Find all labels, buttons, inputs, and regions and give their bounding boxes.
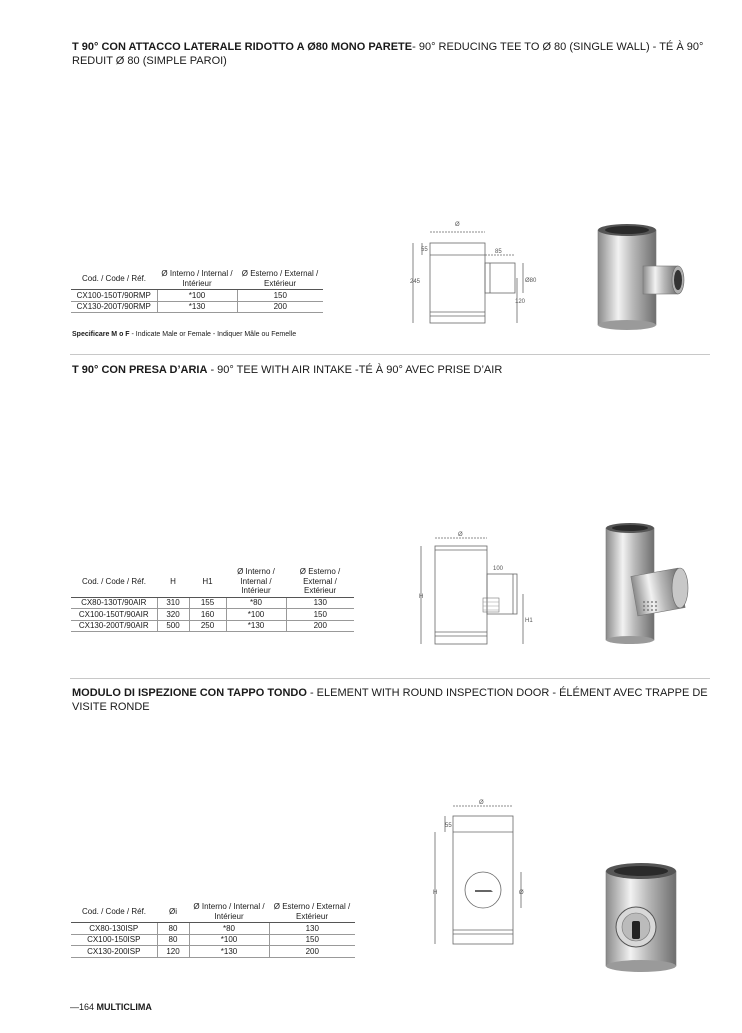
table-cell: *100 xyxy=(189,934,269,946)
table-cell: 150 xyxy=(269,934,355,946)
brand-name: MULTICLIMA xyxy=(96,1002,152,1012)
drawing-label: 245 xyxy=(410,279,421,285)
table-cell: CX130-200T/90AIR xyxy=(71,620,157,632)
table-row xyxy=(71,301,323,313)
table-cell: 200 xyxy=(286,620,354,632)
section-1-title-rest: - 90° REDUCING TEE TO Ø 80 (SINGLE WALL) - TÉ À 90° REDUIT Ø 80 (SIMPLE PAROI) xyxy=(72,41,704,67)
table-row xyxy=(71,609,354,621)
section-3-title-bold: MODULO DI ISPEZIONE CON TAPPO TONDO xyxy=(72,687,307,699)
table-cell: 130 xyxy=(286,597,354,609)
table-cell: *80 xyxy=(226,597,286,609)
air-intake-tee-product-photo xyxy=(594,520,699,648)
drawing-label: 55 xyxy=(421,247,428,253)
column-header: Ø Interno / Internal / Intérieur xyxy=(157,268,237,290)
male-female-note xyxy=(72,331,296,338)
page-footer xyxy=(70,1002,152,1012)
table-row xyxy=(71,620,354,632)
table-cell: CX100-150T/90RMP xyxy=(71,290,157,302)
table-cell: *100 xyxy=(226,609,286,621)
section-1-spec-table xyxy=(71,268,323,313)
table-row xyxy=(71,290,323,302)
table-cell: 320 xyxy=(157,609,189,621)
table-cell: 200 xyxy=(237,301,323,313)
drawing-label: 85 xyxy=(495,249,502,255)
section-1-title xyxy=(72,40,712,68)
drawing-label: 100 xyxy=(493,566,504,572)
table-cell: 250 xyxy=(189,620,226,632)
table-cell: CX100-150ISP xyxy=(71,934,157,946)
table-cell: *80 xyxy=(189,923,269,935)
column-header: Ø Esterno / External / Extérieur xyxy=(237,268,323,290)
page-number: —164 xyxy=(70,1002,95,1012)
column-header: Ø Esterno / External / Extérieur xyxy=(286,566,354,597)
column-header: H1 xyxy=(189,566,226,597)
table-cell: CX80-130ISP xyxy=(71,923,157,935)
table-cell: CX130-200T/90RMP xyxy=(71,301,157,313)
drawing-label: 55 xyxy=(445,823,452,829)
inspection-module-product-photo xyxy=(594,857,689,977)
section-2-title-bold: T 90° CON PRESA D’ARIA xyxy=(72,364,208,376)
air-intake-tee-technical-drawing xyxy=(413,528,543,648)
table-cell: CX100-150T/90AIR xyxy=(71,609,157,621)
drawing-label: 120 xyxy=(515,299,526,305)
table-cell: *100 xyxy=(157,290,237,302)
table-header-row xyxy=(71,566,354,597)
section-3-spec-table xyxy=(71,901,355,958)
table-cell: CX130-200ISP xyxy=(71,946,157,958)
drawing-label: H xyxy=(419,594,424,600)
drawing-label: Ø xyxy=(458,532,463,538)
table-row xyxy=(71,934,355,946)
drawing-label: H1 xyxy=(525,618,533,624)
table-cell: 500 xyxy=(157,620,189,632)
table-header-row xyxy=(71,901,355,923)
table-cell: 150 xyxy=(286,609,354,621)
section-1-title-bold: T 90° CON ATTACCO LATERALE RIDOTTO A Ø80 MONO PARETE xyxy=(72,41,413,53)
reducing-tee-technical-drawing xyxy=(405,215,555,325)
drawing-label: Ø80 xyxy=(525,278,537,284)
table-cell: 160 xyxy=(189,609,226,621)
table-row xyxy=(71,946,355,958)
section-divider xyxy=(70,678,710,679)
section-2-title xyxy=(72,363,712,377)
table-header-row xyxy=(71,268,323,290)
section-3-title-rest: - ELEMENT WITH ROUND INSPECTION DOOR - ÉLÉMENT AVEC TRAPPE DE VISITE RONDE xyxy=(72,687,708,713)
table-cell: CX80-130T/90AIR xyxy=(71,597,157,609)
drawing-label: Ø xyxy=(479,800,484,806)
table-cell: 150 xyxy=(237,290,323,302)
table-cell: 130 xyxy=(269,923,355,935)
column-header: Øi xyxy=(157,901,189,923)
column-header: Cod. / Code / Réf. xyxy=(71,901,157,923)
reducing-tee-product-photo xyxy=(588,218,698,336)
column-header: Ø Interno / Internal / Intérieur xyxy=(189,901,269,923)
drawing-label: Ø xyxy=(519,890,524,896)
drawing-label: H xyxy=(433,890,438,896)
column-header: H xyxy=(157,566,189,597)
table-row xyxy=(71,923,355,935)
note-bold: Specificare M o F xyxy=(72,331,130,338)
note-rest: - Indicate Male or Female - Indiquer Mâle ou Femelle xyxy=(129,331,297,338)
table-cell: 200 xyxy=(269,946,355,958)
table-cell: 80 xyxy=(157,934,189,946)
table-cell: *130 xyxy=(189,946,269,958)
table-cell: *130 xyxy=(157,301,237,313)
table-cell: 155 xyxy=(189,597,226,609)
section-2-spec-table xyxy=(71,566,354,632)
table-cell: 120 xyxy=(157,946,189,958)
inspection-module-technical-drawing xyxy=(425,798,535,948)
drawing-label: Ø xyxy=(455,222,460,228)
table-cell: 310 xyxy=(157,597,189,609)
column-header: Cod. / Code / Réf. xyxy=(71,566,157,597)
column-header: Cod. / Code / Réf. xyxy=(71,268,157,290)
table-row xyxy=(71,597,354,609)
table-cell: 80 xyxy=(157,923,189,935)
section-divider xyxy=(70,354,710,355)
column-header: Ø Esterno / External / Extérieur xyxy=(269,901,355,923)
table-cell: *130 xyxy=(226,620,286,632)
section-3-title xyxy=(72,686,712,714)
column-header: Ø Interno / Internal / Intérieur xyxy=(226,566,286,597)
section-2-title-rest: - 90° TEE WITH AIR INTAKE -TÉ À 90° AVEC PRISE D’AIR xyxy=(207,364,503,376)
